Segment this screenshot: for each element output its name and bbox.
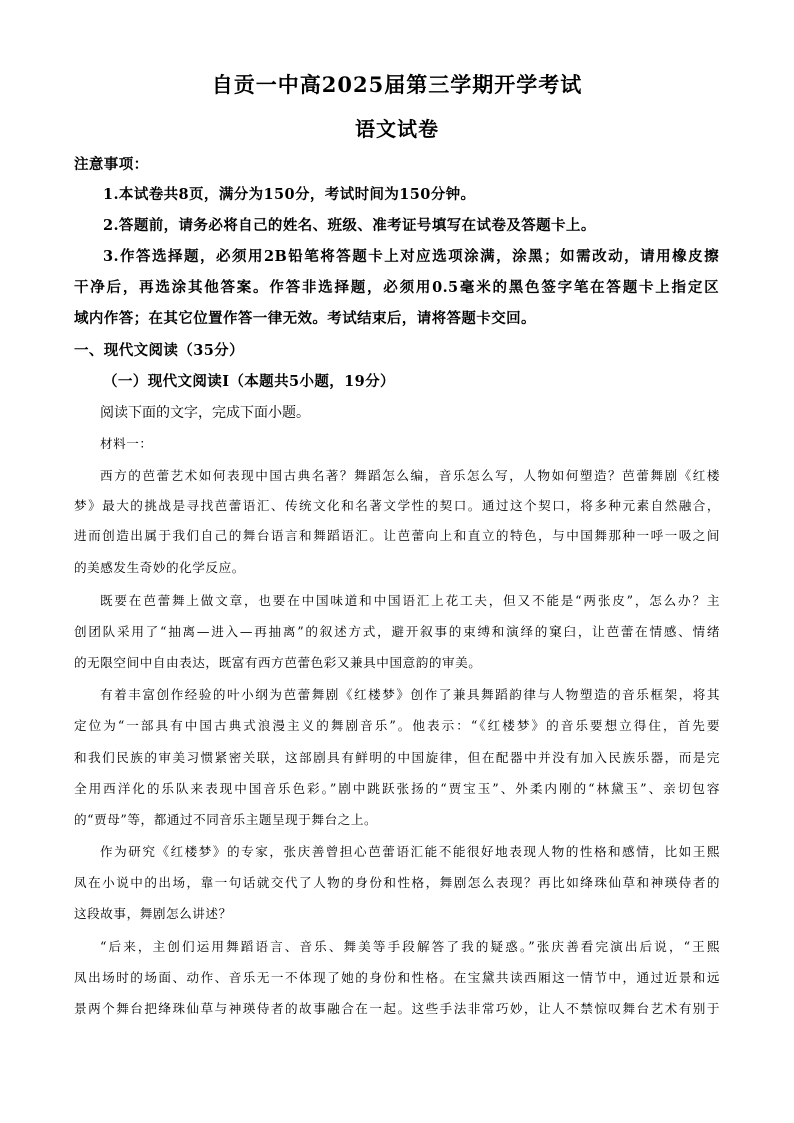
exam-subtitle: 语文试卷 [355,117,439,141]
paragraph-line: 的美感发生奇妙的化学反应。 [74,560,245,575]
paragraph-line: 全用西洋化的乐队来表现中国音乐色彩。”剧中跳跃张扬的“贾宝玉”、外柔内刚的“林黛玉”、亲切包容 [74,781,720,796]
paragraph-line: 创团队采用了“抽离—进入—再抽离”的叙述方式，避开叙事的束缚和演绎的窠臼，让芭蕾在情感、情绪 [74,624,720,639]
paragraph-line: 和我们民族的审美习惯紧密关联，这部剧具有鲜明的中国旋律，但在配器中并没有加入民族乐器，而是完 [74,750,720,765]
exam-title: 自贡一中高2025届第三学期开学考试 [211,72,583,97]
paragraph-line: 这段故事，舞剧怎么讲述？ [74,906,232,921]
notice-line: 1.本试卷共8页，满分为150分，考试时间为150分钟。 [103,186,476,203]
section-heading: 一、现代文阅读（35分） [74,342,244,359]
paragraph-line: 凤在小说中的出场，靠一句话就交代了人物的身份和性格，舞剧怎么表现？再比如绛珠仙草和神瑛侍者的 [74,875,720,890]
paragraph-line: 梦》最大的挑战是寻找芭蕾语汇、传统文化和名著文学性的契口。通过这个契口，将多种元素自然融合， [74,498,720,513]
notice-line: 3.作答选择题，必须用2B铅笔将答题卡上对应选项涂满，涂黑；如需改动，请用橡皮擦 [103,248,719,265]
notice-heading: 注意事项： [74,156,149,173]
paragraph-line: 进而创造出属于我们自己的舞台语言和舞蹈语汇。让芭蕾向上和直立的特色，与中国舞那种一呼一吸之间 [74,528,720,543]
notice-line: 域内作答；在其它位置作答一律无效。考试结束后，请将答题卡交回。 [74,310,536,327]
paragraph-line: “后来，主创们运用舞蹈语言、音乐、舞美等手段解答了我的疑惑。”张庆善看完演出后说，“王熙 [100,939,720,954]
paragraph-line: 凤出场时的场面、动作、音乐无一不体现了她的身份和性格。在宝黛共读西厢这一情节中，通过近景和远 [74,970,720,985]
notice-line: 2.答题前，请务必将自己的姓名、班级、准考证号填写在试卷及答题卡上。 [103,217,596,234]
notice-line: 干净后，再选涂其他答案。作答非选择题，必须用0.5毫米的黑色签字笔在答题卡上指定区 [74,279,719,296]
section-subheading: （一）现代文阅读Ⅰ（本题共5小题，19分） [103,373,395,390]
paragraph-line: 定位为“一部具有中国古典式浪漫主义的舞剧音乐”。他表示：“《红楼梦》的音乐要想立得住，首先要 [74,718,720,733]
paragraph-line: 景两个舞台把绛珠仙草与神瑛侍者的故事融合在一起。这些手法非常巧妙，让人不禁惊叹舞台艺术有别于 [74,1001,720,1016]
paragraph-line: 既要在芭蕾舞上做文章，也要在中国味道和中国语汇上花工夫，但又不能是“两张皮”，怎么办？主 [100,593,720,608]
paragraph-line: 的“贾母”等，都通过不同音乐主题呈现于舞台之上。 [74,812,378,827]
paragraph-line: 的无限空间中自由表达，既富有西方芭蕾色彩又兼具中国意韵的审美。 [74,655,482,670]
paragraph-line: 作为研究《红楼梦》的专家，张庆善曾担心芭蕾语汇能不能很好地表现人物的性格和感情，比如王熙 [100,844,720,859]
paragraph-line: 有着丰富创作经验的叶小纲为芭蕾舞剧《红楼梦》创作了兼具舞蹈韵律与人物塑造的音乐框架，将其 [100,687,720,702]
reading-instruction: 阅读下面的文字，完成下面小题。 [100,405,310,421]
paragraph-line: 西方的芭蕾艺术如何表现中国古典名著？舞蹈怎么编，音乐怎么写，人物如何塑造？芭蕾舞剧《红楼 [100,468,720,483]
material-label: 材料一： [100,436,153,451]
